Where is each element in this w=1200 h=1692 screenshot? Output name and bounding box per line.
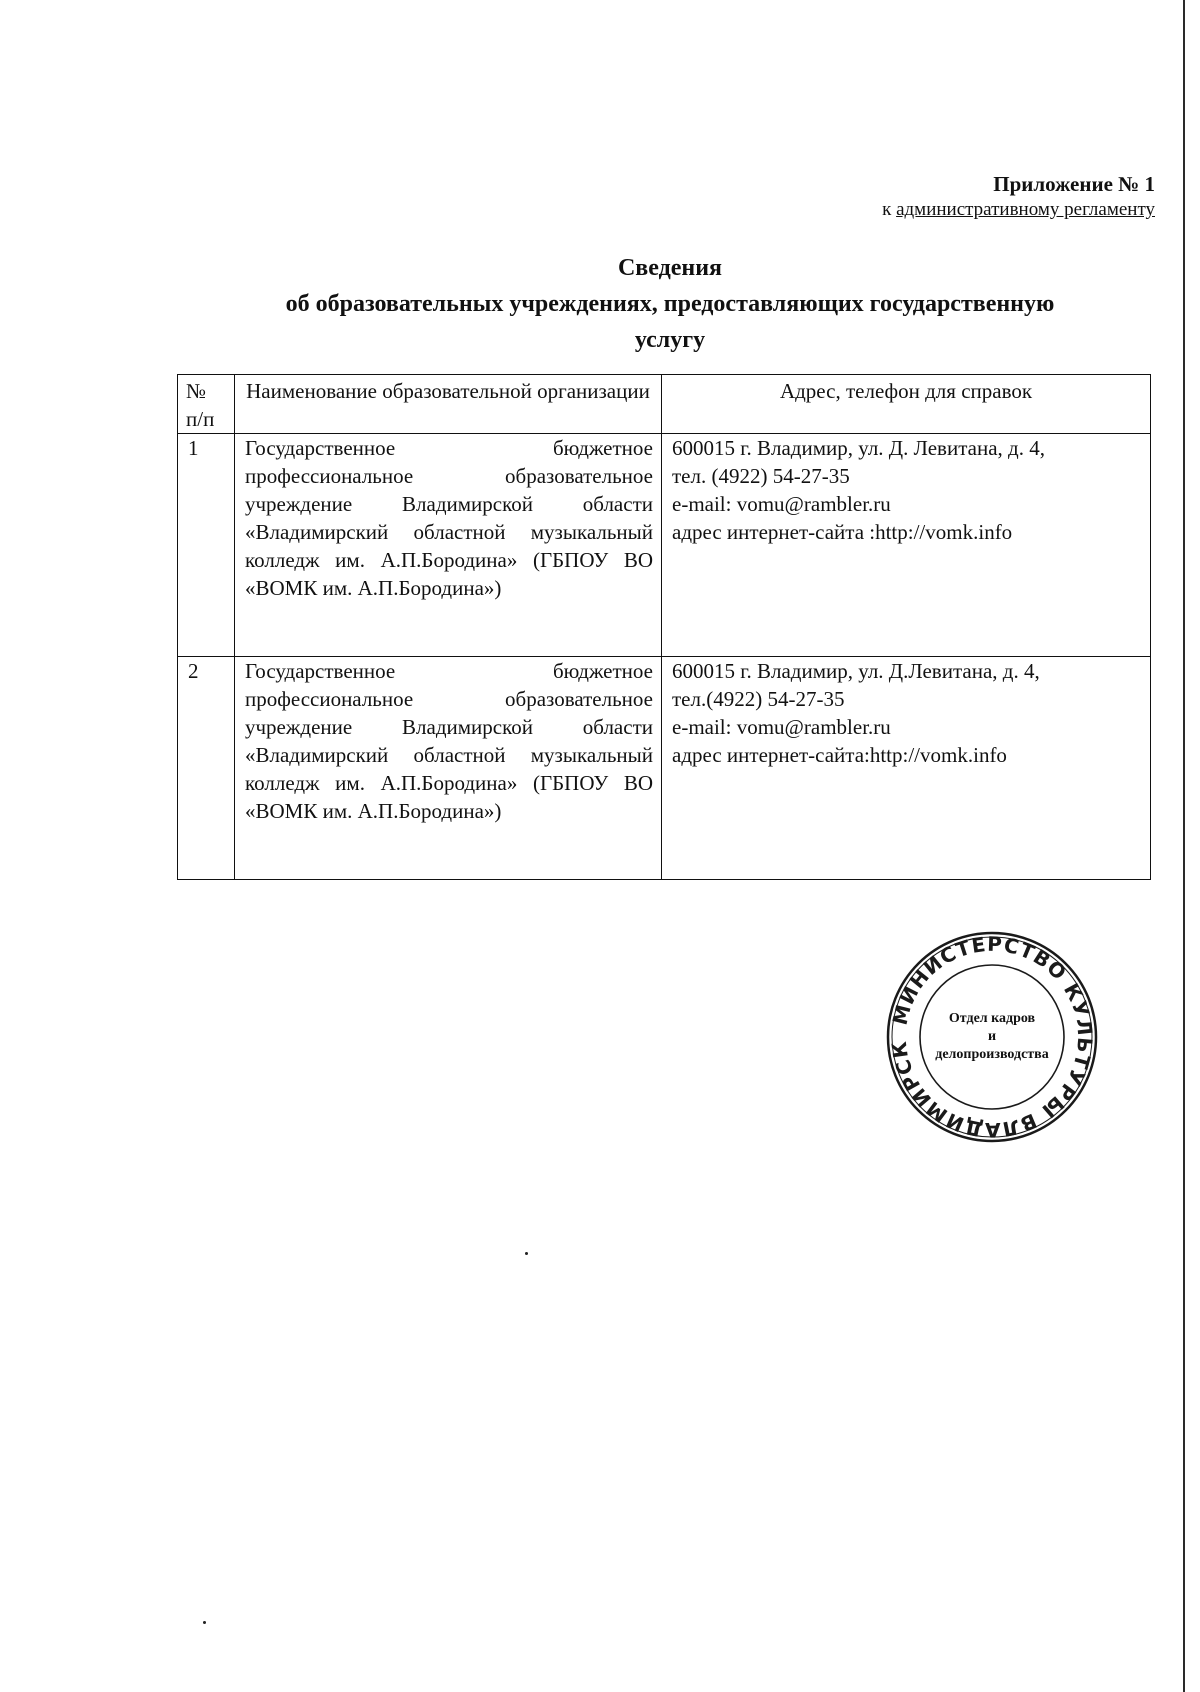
- stamp-line-1: Отдел кадров: [948, 1011, 1036, 1026]
- regulation-link[interactable]: административному регламенту: [896, 199, 1155, 220]
- organization-name: Государственное бюджетное профессиональное образовательное учреждение Владимирской области «Владимирский областной музыкальный колледж им. А.П.Бородина» (ГБПОУ ВО «ВОМК им. А.П.Бородина»): [235, 657, 662, 880]
- institutions-table: [177, 374, 1151, 880]
- organization-name: Государственное бюджетное профессиональное образовательное учреждение Владимирской области «Владимирский областной музыкальный колледж им. А.П.Бородина» (ГБПОУ ВО «ВОМК им. А.П.Бородина»): [235, 434, 662, 657]
- postal-address: 600015 г. Владимир, ул. Д. Левитана, д. 4,: [672, 436, 1045, 460]
- row-number: 2: [178, 657, 235, 880]
- table-row: [178, 657, 1151, 880]
- website: адрес интернет-сайта:http://vomk.info: [672, 743, 1007, 767]
- phone: тел. (4922) 54-27-35: [672, 464, 850, 488]
- contact-info: [662, 657, 1151, 880]
- appendix-subtitle: [882, 198, 1155, 222]
- scan-speck: [525, 1252, 528, 1255]
- table-header-row: [178, 375, 1151, 434]
- scan-border-line: [1183, 0, 1185, 1692]
- stamp-ring-text: МИНИСТЕРСТВО КУЛЬТУРЫ ВЛАДИМИРСК: [886, 931, 1098, 1143]
- website: адрес интернет-сайта :http://vomk.info: [672, 520, 1013, 544]
- stamp-line-3: делопроизводства: [935, 1047, 1049, 1062]
- row-number: 1: [178, 434, 235, 657]
- postal-address: 600015 г. Владимир, ул. Д.Левитана, д. 4,: [672, 659, 1040, 683]
- title-line-1: Сведения: [617, 255, 723, 281]
- header-number: № п/п: [178, 375, 235, 434]
- scan-speck: [203, 1621, 206, 1624]
- contact-info: [662, 434, 1151, 657]
- table-row: [178, 434, 1151, 657]
- official-stamp: [883, 928, 1101, 1146]
- header-organization-name: Наименование образовательной организации: [235, 375, 662, 434]
- appendix-title: Приложение № 1: [993, 172, 1155, 196]
- appendix-header: [882, 170, 1155, 222]
- document-title: [180, 250, 1160, 358]
- stamp-center: [921, 966, 1063, 1108]
- email: e-mail: vomu@rambler.ru: [672, 492, 891, 516]
- header-address: Адрес, телефон для справок: [662, 375, 1151, 434]
- stamp-line-2: и: [987, 1029, 997, 1044]
- appendix-prefix: к: [882, 199, 897, 220]
- email: e-mail: vomu@rambler.ru: [672, 715, 891, 739]
- phone: тел.(4922) 54-27-35: [672, 687, 845, 711]
- title-line-2: об образовательных учреждениях, предоставляющих государственную: [285, 291, 1055, 317]
- title-line-3: услугу: [634, 327, 706, 353]
